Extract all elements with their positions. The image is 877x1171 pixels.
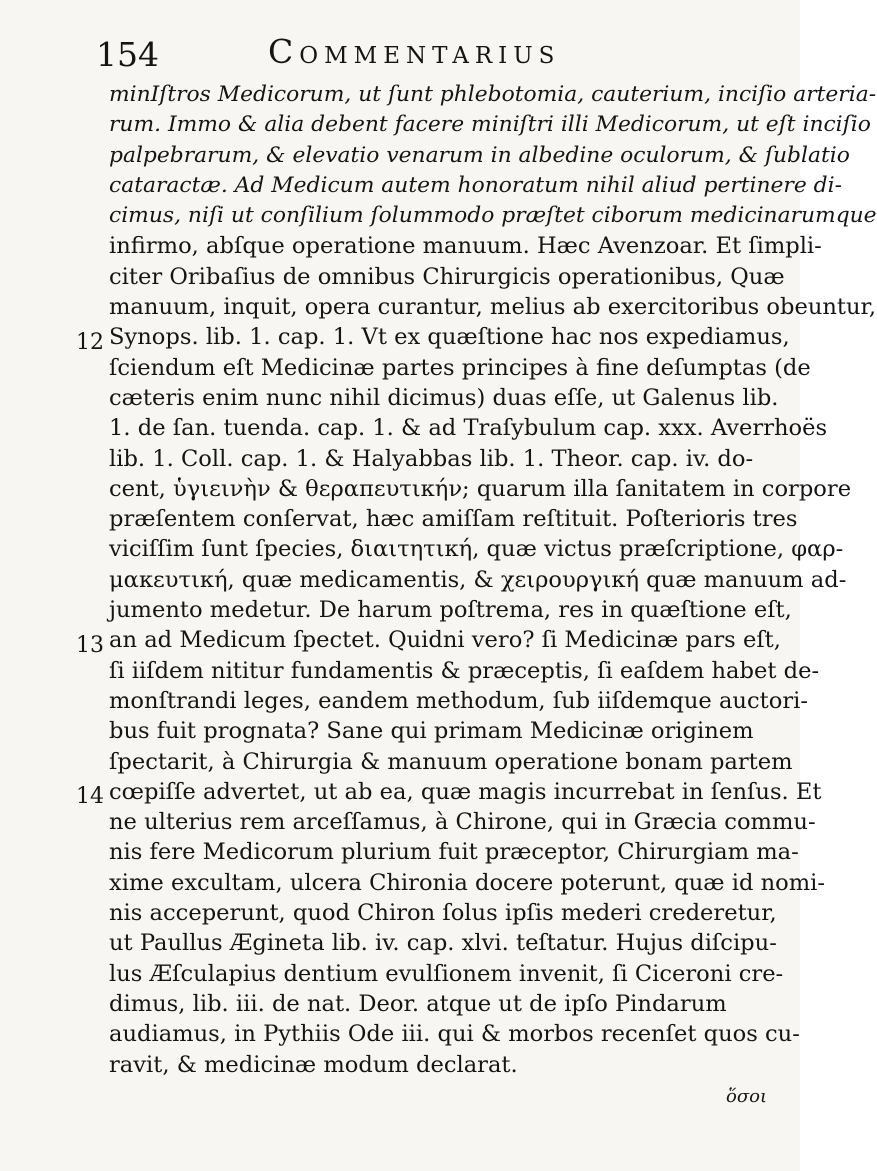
margin-note-12: 12 <box>76 330 104 355</box>
text-line: μακευτική, quæ medicamentis, & χειρουργική quæ manuum ad- <box>109 566 847 593</box>
text-line: nis acceperunt, quod Chiron ſolus ipſis mederi crederetur, <box>109 900 777 927</box>
text-line: cimus, niſi ut conſilium ſolummodo præſtet ciborum medicinarumque <box>109 203 877 229</box>
text-line: lib. 1. Coll. cap. 1. & Halyabbas lib. 1. Theor. cap. iv. do- <box>109 445 754 472</box>
margin-note-13: 13 <box>76 633 104 658</box>
page-number: 154 <box>96 35 159 74</box>
text-line: præſentem conſervat, hæc amiſſam reſtituit. Poſterioris tres <box>109 506 798 533</box>
text-line: ſi iiſdem nititur fundamentis & præceptis, ſi eaſdem habet de- <box>109 657 820 684</box>
text-line: cœpiſſe advertet, ut ab ea, quæ magis incurrebat in ſenſus. Et <box>109 778 822 805</box>
margin-note-14: 14 <box>76 784 104 809</box>
page-header <box>96 30 776 76</box>
text-line: lus Æſculapius dentium evulſionem invenit, ſi Ciceroni cre- <box>109 960 784 987</box>
text-line: infirmo, abſque operatione manuum. Hæc Avenzoar. Et ſimpli- <box>109 233 822 260</box>
text-line: viciſſim ſunt ſpecies, διαιτητική, quæ victus præſcriptione, φαρ- <box>109 536 844 563</box>
text-line: palpebrarum, & elevatio venarum in albedine oculorum, & ſublatio <box>109 142 850 168</box>
text-line: rum. Immo & alia debent facere miniſtri illi Medicorum, ut eſt inciſio <box>109 112 871 138</box>
text-line: 1. de ſan. tuenda. cap. 1. & ad Traſybulum cap. xxx. Averrhoës <box>109 415 828 442</box>
text-line: manuum, inquit, opera curantur, melius ab exercitoribus obeuntur, <box>109 294 877 321</box>
text-line: cæteris enim nunc nihil dicimus) duas eſſe, ut Galenus lib. <box>109 384 779 411</box>
text-line: monſtrandi leges, eandem methodum, ſub iiſdemque auctori- <box>109 687 808 714</box>
text-line: bus fuit prognata? Sane qui primam Medicinæ originem <box>109 718 754 745</box>
text-line: xime excultam, ulcera Chironia docere poterunt, quæ id nomi- <box>109 869 826 896</box>
text-line: ne ulterius rem arceſſamus, à Chirone, qui in Græcia commu- <box>109 809 816 836</box>
text-line: ut Paullus Ægineta lib. iv. cap. xlvi. teſtatur. Hujus diſcipu- <box>109 930 777 957</box>
text-line: dimus, lib. iii. de nat. Deor. atque ut de ipſo Pindarum <box>109 990 727 1017</box>
text-line: ſpectarit, à Chirurgia & manuum operatione bonam partem <box>109 748 793 775</box>
text-line: citer Oribaſius de omnibus Chirurgicis operationibus, Quæ <box>109 263 785 290</box>
text-line: ſciendum eſt Medicinæ partes principes à fine deſumptas (de <box>109 354 811 381</box>
text-line: minIſtros Medicorum, ut ſunt phlebotomia, cauterium, inciſio arteria- <box>109 82 877 107</box>
text-line: ravit, & medicinæ modum declarat. <box>109 1051 518 1078</box>
body-text <box>109 80 877 1080</box>
text-line: nis fere Medicorum plurium fuit præceptor, Chirurgiam ma- <box>109 839 799 866</box>
catchword: ὅσοι <box>726 1086 768 1107</box>
text-line: audiamus, in Pythiis Ode iii. qui & morbos recenſet quos cu- <box>109 1021 800 1048</box>
text-line: cent, ὑγιεινὴν & θεραπευτικήν; quarum illa ſanitatem in corpore <box>109 475 852 502</box>
text-line: cataractæ. Ad Medicum autem honoratum nihil aliud pertinere di- <box>109 172 842 198</box>
text-line: an ad Medicum ſpectet. Quidni vero? ſi Medicinæ pars eſt, <box>109 627 781 654</box>
running-head: Commentarius <box>268 32 561 71</box>
text-line: Synops. lib. 1. cap. 1. Vt ex quæſtione hac nos expediamus, <box>109 324 790 351</box>
text-line: jumento medetur. De harum poſtrema, res in quæſtione eſt, <box>109 597 792 624</box>
